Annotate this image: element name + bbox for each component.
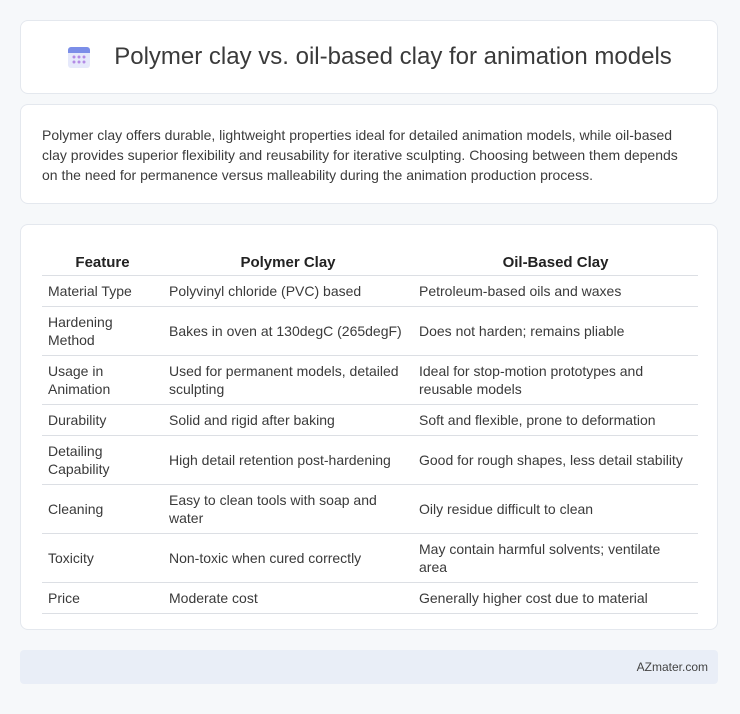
polymer-cell: Used for permanent models, detailed sculpting	[163, 356, 413, 405]
table-row	[42, 405, 698, 436]
header-feature: Feature	[42, 243, 163, 276]
footer-bar	[20, 650, 718, 684]
oil-cell: May contain harmful solvents; ventilate area	[413, 534, 698, 583]
feature-cell: Detailing Capability	[42, 436, 163, 485]
feature-cell: Hardening Method	[42, 307, 163, 356]
feature-cell: Usage in Animation	[42, 356, 163, 405]
oil-cell: Does not harden; remains pliable	[413, 307, 698, 356]
calendar-grid-icon	[66, 44, 92, 70]
oil-cell: Petroleum-based oils and waxes	[413, 276, 698, 307]
table-row	[42, 436, 698, 485]
polymer-cell: Moderate cost	[163, 583, 413, 614]
table-row	[42, 534, 698, 583]
table-row	[42, 307, 698, 356]
table-row	[42, 485, 698, 534]
page-title: Polymer clay vs. oil-based clay for animation models	[114, 43, 672, 70]
polymer-cell: High detail retention post-hardening	[163, 436, 413, 485]
oil-cell: Soft and flexible, prone to deformation	[413, 405, 698, 436]
table-row	[42, 356, 698, 405]
polymer-cell: Bakes in oven at 130degC (265degF)	[163, 307, 413, 356]
header-polymer-clay: Polymer Clay	[163, 243, 413, 276]
feature-cell: Cleaning	[42, 485, 163, 534]
header-oil-based-clay: Oil-Based Clay	[413, 243, 698, 276]
feature-cell: Material Type	[42, 276, 163, 307]
oil-cell: Oily residue difficult to clean	[413, 485, 698, 534]
feature-cell: Durability	[42, 405, 163, 436]
footer-site-link[interactable]: AZmater.com	[636, 660, 708, 674]
polymer-cell: Easy to clean tools with soap and water	[163, 485, 413, 534]
polymer-cell: Polyvinyl chloride (PVC) based	[163, 276, 413, 307]
feature-cell: Price	[42, 583, 163, 614]
table-row	[42, 276, 698, 307]
intro-paragraph: Polymer clay offers durable, lightweight properties ideal for detailed animation models, while oil-based clay provides superior flexibility and reusability for iterative sculpting. Choosing between them depends on the need for permanence versus malleability during the animation production process.	[20, 104, 718, 204]
feature-cell: Toxicity	[42, 534, 163, 583]
polymer-cell: Solid and rigid after baking	[163, 405, 413, 436]
oil-cell: Good for rough shapes, less detail stability	[413, 436, 698, 485]
oil-cell: Generally higher cost due to material	[413, 583, 698, 614]
comparison-table-card	[20, 224, 718, 630]
oil-cell: Ideal for stop-motion prototypes and reusable models	[413, 356, 698, 405]
polymer-cell: Non-toxic when cured correctly	[163, 534, 413, 583]
title-card	[20, 20, 718, 94]
comparison-table	[42, 243, 698, 614]
table-row	[42, 583, 698, 614]
table-header-row	[42, 243, 698, 276]
